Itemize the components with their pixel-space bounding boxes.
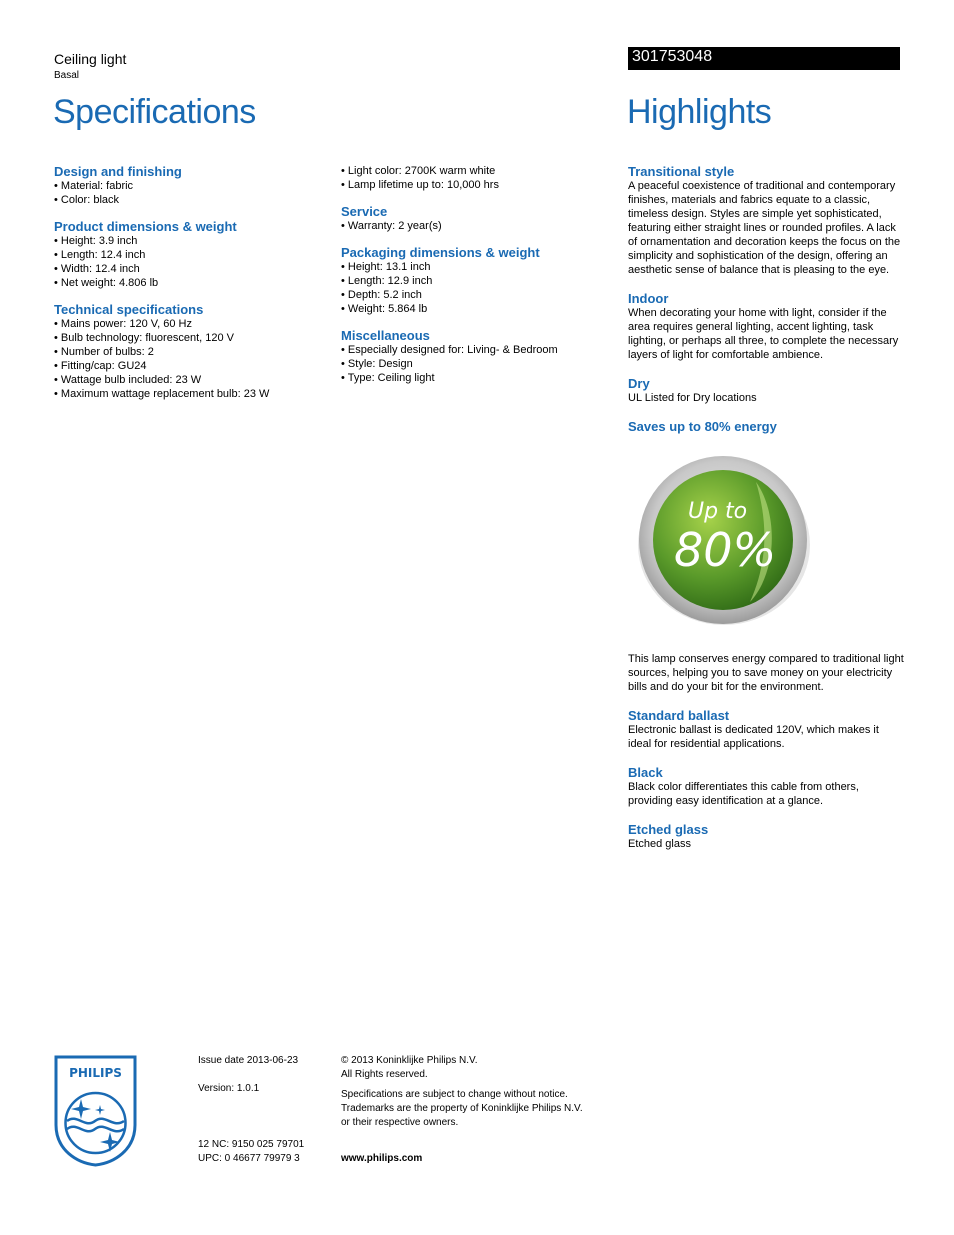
- list-item: • Number of bulbs: 2: [54, 345, 334, 359]
- copyright: © 2013 Koninklijke Philips N.V.: [341, 1055, 478, 1066]
- version: Version: 1.0.1: [198, 1083, 260, 1094]
- list-item: • Material: fabric: [54, 179, 334, 193]
- list-item: • Depth: 5.2 inch: [341, 288, 611, 302]
- section-heading-design: Design and finishing: [54, 164, 182, 179]
- list-item: • Weight: 5.864 lb: [341, 302, 611, 316]
- list-item: • Bulb technology: fluorescent, 120 V: [54, 331, 334, 345]
- list-item: • Type: Ceiling light: [341, 371, 611, 385]
- list-item: • Especially designed for: Living- & Bedroom: [341, 343, 611, 357]
- list-item: • Light color: 2700K warm white: [341, 164, 611, 178]
- list-service: [341, 219, 611, 233]
- highlight-heading-indoor: Indoor: [628, 291, 669, 306]
- section-heading-technical: Technical specifications: [54, 302, 204, 317]
- energy-saving-badge-icon: [628, 452, 818, 632]
- footer-legal: [341, 1054, 621, 1166]
- list-dimensions: [54, 234, 334, 290]
- specifications-title: Specifications: [53, 93, 256, 131]
- highlight-heading-transitional: Transitional style: [628, 164, 735, 179]
- section-heading-dimensions: Product dimensions & weight: [54, 219, 237, 234]
- highlight-heading-energy: Saves up to 80% energy: [628, 419, 777, 434]
- list-item: • Maximum wattage replacement bulb: 23 W: [54, 387, 334, 401]
- section-heading-misc: Miscellaneous: [341, 328, 430, 343]
- logo-text: PHILIPS: [69, 1066, 122, 1080]
- section-heading-service: Service: [341, 204, 388, 219]
- list-technical: [54, 317, 334, 401]
- highlight-text-indoor: When decorating your home with light, consider if the area requires general lighting, accent lighting, task lighting, or perhaps all three, to complete the necessary layers of light for comfortable ambience.: [628, 307, 899, 361]
- list-packaging: [341, 260, 611, 316]
- badge-value-text: 80%: [674, 523, 777, 577]
- disclaimer-line-2: Trademarks are the property of Koninklijke Philips N.V.: [341, 1103, 583, 1114]
- specs-column-2: [341, 164, 611, 385]
- specs-column-1: [54, 164, 334, 401]
- list-item: • Height: 13.1 inch: [341, 260, 611, 274]
- list-item: • Fitting/cap: GU24: [54, 359, 334, 373]
- disclaimer-line-3: or their respective owners.: [341, 1117, 459, 1128]
- highlight-heading-ballast: Standard ballast: [628, 708, 730, 723]
- highlights-title: Highlights: [627, 93, 772, 131]
- website-link[interactable]: www.philips.com: [341, 1153, 423, 1164]
- philips-shield-logo: [54, 1055, 137, 1167]
- highlight-text-etched: Etched glass: [628, 838, 691, 850]
- product-subname: Basal: [54, 70, 80, 81]
- badge-top-text: Up to: [688, 499, 748, 524]
- list-item: • Mains power: 120 V, 60 Hz: [54, 317, 334, 331]
- list-item: • Width: 12.4 inch: [54, 262, 334, 276]
- disclaimer-line-1: Specifications are subject to change without notice.: [341, 1089, 568, 1100]
- footer-meta: [198, 1054, 328, 1166]
- list-misc: [341, 343, 611, 385]
- list-design: [54, 179, 334, 207]
- upc-number: UPC: 0 46677 79979 3: [198, 1153, 300, 1164]
- product-code-bar: 301753048: [628, 47, 900, 70]
- list-item: • Color: black: [54, 193, 334, 207]
- nc-number: 12 NC: 9150 025 79701: [198, 1139, 305, 1150]
- highlights-column: [628, 164, 904, 851]
- product-name: Ceiling light: [54, 51, 127, 67]
- list-item: • Length: 12.9 inch: [341, 274, 611, 288]
- list-item: • Length: 12.4 inch: [54, 248, 334, 262]
- highlight-text-dry: UL Listed for Dry locations: [628, 392, 757, 404]
- list-item: • Net weight: 4.806 lb: [54, 276, 334, 290]
- highlight-text-transitional: A peaceful coexistence of traditional and contemporary finishes, materials and fabrics equate to a classic, timeless design. Styles are simple yet sophisticated, featuring either straight lines or rounded profiles. A lack of ornamentation and decoration keeps the focus on the simplicity and sophistication of the design, offering an aesthetic sense of balance that is pleasing to the eye.: [628, 180, 901, 276]
- issue-date: Issue date 2013-06-23: [198, 1055, 299, 1066]
- rights: All Rights reserved.: [341, 1069, 428, 1080]
- list-item: • Lamp lifetime up to: 10,000 hrs: [341, 178, 611, 192]
- highlight-heading-dry: Dry: [628, 376, 650, 391]
- list-item: • Height: 3.9 inch: [54, 234, 334, 248]
- list-item: • Warranty: 2 year(s): [341, 219, 611, 233]
- section-heading-packaging: Packaging dimensions & weight: [341, 245, 540, 260]
- highlight-heading-black: Black: [628, 765, 663, 780]
- highlight-text-ballast: Electronic ballast is dedicated 120V, which makes it ideal for residential applications.: [628, 724, 879, 750]
- list-item: • Style: Design: [341, 357, 611, 371]
- highlight-text-black: Black color differentiates this cable from others, providing easy identification at a glance.: [628, 781, 859, 807]
- list-item: • Wattage bulb included: 23 W: [54, 373, 334, 387]
- highlight-heading-etched: Etched glass: [628, 822, 709, 837]
- highlight-text-energy: This lamp conserves energy compared to traditional light sources, helping you to save money on your electricity bills and do your bit for the environment.: [628, 653, 904, 693]
- list-technical-cont: [341, 164, 611, 192]
